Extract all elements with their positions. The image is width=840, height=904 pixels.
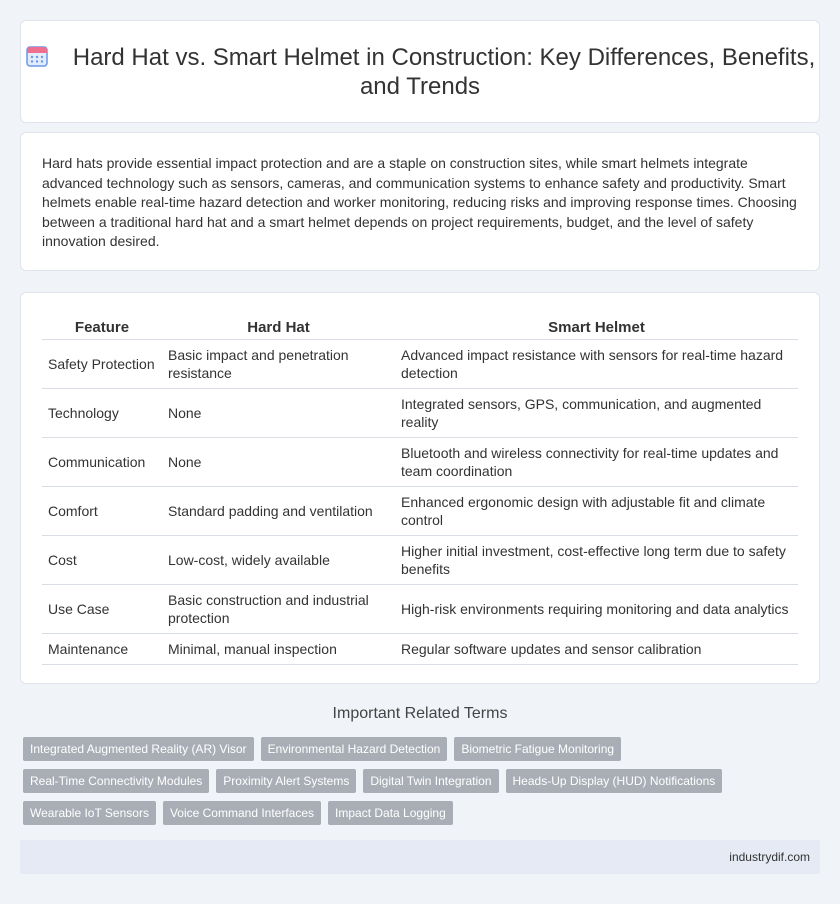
related-term-tag[interactable]: Environmental Hazard Detection (261, 737, 448, 761)
page-title-text: Hard Hat vs. Smart Helmet in Construction: Key Differences, Benefits, and Trends (72, 44, 816, 100)
smart-helmet-cell: Enhanced ergonomic design with adjustable fit and climate control (395, 486, 798, 535)
calendar-icon (25, 44, 49, 68)
comparison-table (42, 317, 798, 665)
smart-helmet-cell: Advanced impact resistance with sensors for real-time hazard detection (395, 339, 798, 388)
intro-card (20, 132, 820, 271)
table-row (42, 339, 798, 388)
header-card (20, 20, 820, 123)
hard-hat-cell: None (162, 388, 395, 437)
header-feature: Feature (42, 317, 162, 339)
table-row (42, 486, 798, 535)
footer (20, 840, 820, 874)
table-row (42, 437, 798, 486)
related-term-tag[interactable]: Voice Command Interfaces (163, 801, 321, 825)
related-term-tag[interactable]: Real-Time Connectivity Modules (23, 769, 209, 793)
related-term-tag[interactable]: Wearable IoT Sensors (23, 801, 156, 825)
smart-helmet-cell: Bluetooth and wireless connectivity for real-time updates and team coordination (395, 437, 798, 486)
header-hard-hat: Hard Hat (162, 317, 395, 339)
related-terms-list (23, 737, 803, 825)
table-row (42, 535, 798, 584)
comparison-card (20, 292, 820, 684)
feature-cell: Use Case (42, 584, 162, 633)
hard-hat-cell: Standard padding and ventilation (162, 486, 395, 535)
smart-helmet-cell: Integrated sensors, GPS, communication, and augmented reality (395, 388, 798, 437)
page-title (21, 43, 819, 101)
smart-helmet-cell: High-risk environments requiring monitoring and data analytics (395, 584, 798, 633)
smart-helmet-cell: Regular software updates and sensor calibration (395, 633, 798, 664)
related-term-tag[interactable]: Proximity Alert Systems (216, 769, 356, 793)
footer-site-link[interactable]: industrydif.com (729, 850, 810, 864)
related-terms-title: Important Related Terms (332, 705, 508, 722)
header-smart-helmet: Smart Helmet (395, 317, 798, 339)
feature-cell: Safety Protection (42, 339, 162, 388)
feature-cell: Technology (42, 388, 162, 437)
related-term-tag[interactable]: Biometric Fatigue Monitoring (454, 737, 621, 761)
related-term-tag[interactable]: Heads-Up Display (HUD) Notifications (506, 769, 723, 793)
related-term-tag[interactable]: Digital Twin Integration (363, 769, 498, 793)
table-header-row (42, 317, 798, 339)
related-term-tag[interactable]: Integrated Augmented Reality (AR) Visor (23, 737, 254, 761)
table-row (42, 633, 798, 664)
hard-hat-cell: Basic construction and industrial protection (162, 584, 395, 633)
feature-cell: Cost (42, 535, 162, 584)
feature-cell: Maintenance (42, 633, 162, 664)
smart-helmet-cell: Higher initial investment, cost-effective long term due to safety benefits (395, 535, 798, 584)
hard-hat-cell: Low-cost, widely available (162, 535, 395, 584)
hard-hat-cell: None (162, 437, 395, 486)
related-term-tag[interactable]: Impact Data Logging (328, 801, 453, 825)
hard-hat-cell: Minimal, manual inspection (162, 633, 395, 664)
intro-paragraph: Hard hats provide essential impact protection and are a staple on construction sites, while smart helmets integrate advanced technology such as sensors, cameras, and communication systems to enhance safety and productivity. Smart helmets enable real-time hazard detection and worker monitoring, reducing risks and improving response times. Choosing between a traditional hard hat and a smart helmet depends on project requirements, budget, and the level of safety innovation desired. (42, 155, 797, 250)
feature-cell: Communication (42, 437, 162, 486)
hard-hat-cell: Basic impact and penetration resistance (162, 339, 395, 388)
feature-cell: Comfort (42, 486, 162, 535)
table-row (42, 388, 798, 437)
table-row (42, 584, 798, 633)
